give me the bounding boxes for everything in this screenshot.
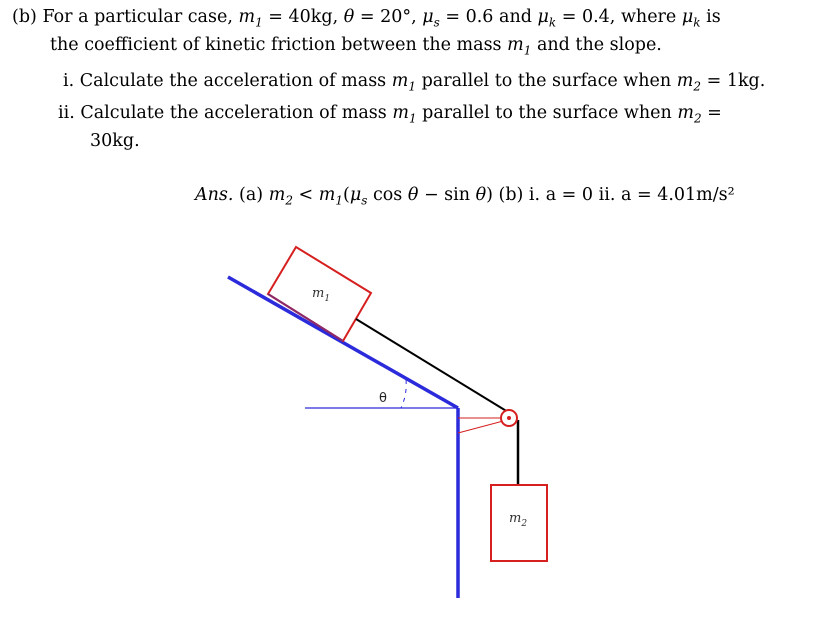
block-m1-contact (268, 294, 343, 341)
part-b-line-2: the coefficient of kinetic friction between the mass $m_1$ and the slope. (50, 35, 662, 58)
answer-line: Ans. (a) $m_2 < m_1(\mu_s$ cos θ − sin θ) (b) i. a = 0 ii. a = 4.01m/s² (195, 185, 735, 208)
slope-surface (228, 277, 458, 408)
item-ii-continued: 30kg. (90, 131, 140, 151)
pulley-axle (507, 416, 511, 420)
item-ii: ii. Calculate the acceleration of mass $m_1$ parallel to the surface when $m_2$ = (58, 103, 722, 126)
item-i: i. Calculate the acceleration of mass $m_1$ parallel to the surface when $m_2 = 1kg$. (63, 71, 766, 94)
angle-arc (401, 380, 406, 408)
m1-label: $m_1$ (312, 286, 331, 304)
part-label: (b) (12, 7, 37, 27)
m2-label: $m_2$ (509, 511, 528, 529)
pulley-support-2 (458, 420, 507, 433)
answer-label: Ans. (195, 185, 234, 205)
part-b-line-1: (b) For a particular case, $m_1 = 40kg$, θ = 20°, $\mu_s = 0.6$ and $\mu_k = 0.4$, where $\mu_k$ is (12, 7, 721, 30)
theta-label: θ (379, 391, 387, 406)
